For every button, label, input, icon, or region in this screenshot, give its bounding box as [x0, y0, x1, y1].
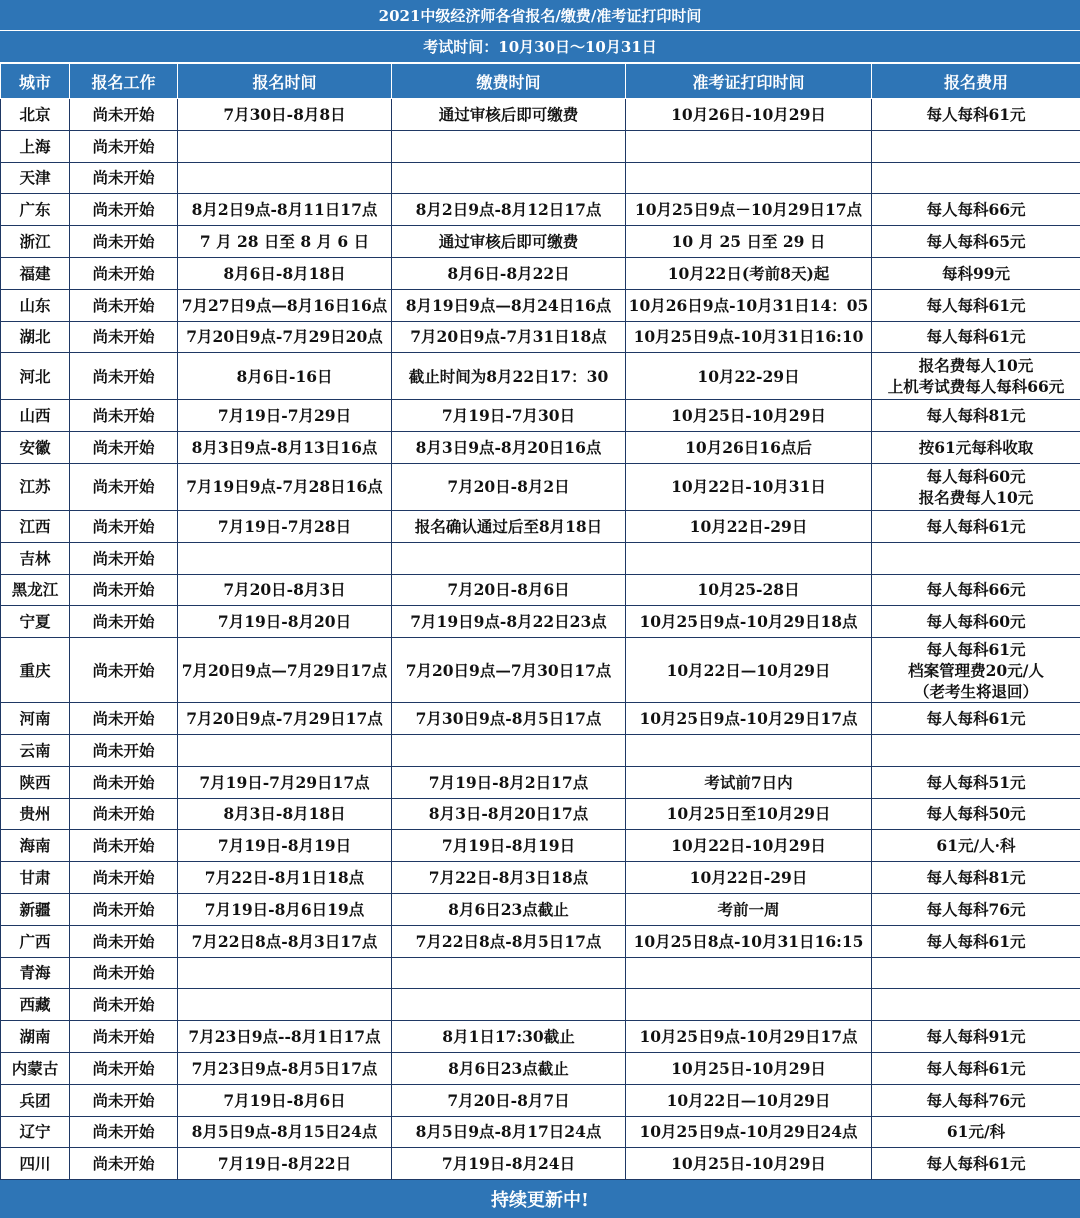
- fee-cell: [872, 130, 1080, 162]
- registration-time-cell: [178, 130, 392, 162]
- status-cell: 尚未开始: [70, 574, 178, 606]
- payment-time-cell: 7月19日9点-8月22日23点: [392, 606, 626, 638]
- table-row: [1, 162, 1080, 194]
- table-row: [1, 257, 1080, 289]
- city-cell: 辽宁: [1, 1116, 70, 1148]
- city-cell: 宁夏: [1, 606, 70, 638]
- admission-print-time-cell: 10月25-28日: [626, 574, 872, 606]
- registration-time-cell: [178, 542, 392, 574]
- fee-cell: 每人每科61元: [872, 1148, 1080, 1180]
- status-cell: 尚未开始: [70, 893, 178, 925]
- fee-cell: 每人每科81元: [872, 400, 1080, 432]
- city-cell: 安徽: [1, 432, 70, 464]
- status-cell: 尚未开始: [70, 321, 178, 353]
- table-row: [1, 893, 1080, 925]
- fee-cell: 61元/科: [872, 1116, 1080, 1148]
- status-cell: 尚未开始: [70, 1052, 178, 1084]
- admission-print-time-cell: 10月26日9点-10月31日14：05: [626, 289, 872, 321]
- payment-time-cell: 报名确认通过后至8月18日: [392, 510, 626, 542]
- fee-cell: 每人每科91元: [872, 1021, 1080, 1053]
- admission-print-time-cell: 10月22日—10月29日: [626, 638, 872, 703]
- table-row: [1, 130, 1080, 162]
- city-cell: 山东: [1, 289, 70, 321]
- city-cell: 贵州: [1, 798, 70, 830]
- status-cell: 尚未开始: [70, 638, 178, 703]
- payment-time-cell: 7月22日8点-8月5日17点: [392, 925, 626, 957]
- city-cell: 重庆: [1, 638, 70, 703]
- city-cell: 河南: [1, 703, 70, 735]
- registration-time-cell: 7月19日9点-7月28日16点: [178, 463, 392, 510]
- city-cell: 上海: [1, 130, 70, 162]
- payment-time-cell: 7月20日9点-7月31日18点: [392, 321, 626, 353]
- admission-print-time-cell: 10月22日(考前8天)起: [626, 257, 872, 289]
- registration-time-cell: 7月19日-7月29日: [178, 400, 392, 432]
- admission-print-time-cell: 10月25日9点-10月29日24点: [626, 1116, 872, 1148]
- table-body: [1, 99, 1080, 1180]
- fee-cell: 每人每科76元: [872, 893, 1080, 925]
- header-city: 城市: [1, 64, 70, 99]
- fee-cell: 按61元每科收取: [872, 432, 1080, 464]
- city-cell: 河北: [1, 353, 70, 400]
- payment-time-cell: [392, 162, 626, 194]
- status-cell: 尚未开始: [70, 463, 178, 510]
- fee-cell: 每人每科61元 档案管理费20元/人 （老考生将退回）: [872, 638, 1080, 703]
- table-row: [1, 606, 1080, 638]
- table-row: [1, 463, 1080, 510]
- city-cell: 新疆: [1, 893, 70, 925]
- city-cell: 西藏: [1, 989, 70, 1021]
- payment-time-cell: 8月1日17:30截止: [392, 1021, 626, 1053]
- fee-cell: [872, 989, 1080, 1021]
- status-cell: 尚未开始: [70, 703, 178, 735]
- admission-print-time-cell: 10月22日-10月29日: [626, 830, 872, 862]
- city-cell: 甘肃: [1, 862, 70, 894]
- payment-time-cell: 通过审核后即可缴费: [392, 99, 626, 131]
- admission-print-time-cell: 考前一周: [626, 893, 872, 925]
- fee-cell: 每人每科81元: [872, 862, 1080, 894]
- table-row: [1, 830, 1080, 862]
- city-cell: 广东: [1, 194, 70, 226]
- admission-print-time-cell: [626, 989, 872, 1021]
- registration-time-cell: 7月20日9点-7月29日20点: [178, 321, 392, 353]
- payment-time-cell: 7月20日9点—7月30日17点: [392, 638, 626, 703]
- fee-cell: 每人每科61元: [872, 925, 1080, 957]
- registration-time-cell: 7月19日-7月28日: [178, 510, 392, 542]
- status-cell: 尚未开始: [70, 830, 178, 862]
- registration-time-cell: [178, 989, 392, 1021]
- fee-cell: 每人每科61元: [872, 1052, 1080, 1084]
- admission-print-time-cell: 10月25日9点-10月29日17点: [626, 703, 872, 735]
- status-cell: 尚未开始: [70, 289, 178, 321]
- registration-time-cell: 7月19日-7月29日17点: [178, 766, 392, 798]
- payment-time-cell: 8月6日23点截止: [392, 1052, 626, 1084]
- fee-cell: 每人每科66元: [872, 194, 1080, 226]
- registration-time-cell: 7月20日9点—7月29日17点: [178, 638, 392, 703]
- admission-print-time-cell: 10月25日-10月29日: [626, 400, 872, 432]
- city-cell: 江西: [1, 510, 70, 542]
- registration-time-cell: 8月6日-8月18日: [178, 257, 392, 289]
- registration-time-cell: 7月19日-8月22日: [178, 1148, 392, 1180]
- registration-time-cell: 8月5日9点-8月15日24点: [178, 1116, 392, 1148]
- table-row: [1, 798, 1080, 830]
- admission-print-time-cell: 10月25日9点-10月31日16:10: [626, 321, 872, 353]
- registration-time-cell: 7月20日-8月3日: [178, 574, 392, 606]
- table-row: [1, 542, 1080, 574]
- status-cell: 尚未开始: [70, 130, 178, 162]
- header-admission-print-time: 准考证打印时间: [626, 64, 872, 99]
- payment-time-cell: 7月19日-7月30日: [392, 400, 626, 432]
- status-cell: 尚未开始: [70, 766, 178, 798]
- payment-time-cell: 8月2日9点-8月12日17点: [392, 194, 626, 226]
- admission-print-time-cell: 10月25日-10月29日: [626, 1148, 872, 1180]
- table-row: [1, 432, 1080, 464]
- status-cell: 尚未开始: [70, 257, 178, 289]
- table-row: [1, 574, 1080, 606]
- payment-time-cell: 7月20日-8月6日: [392, 574, 626, 606]
- payment-time-cell: 7月20日-8月7日: [392, 1084, 626, 1116]
- status-cell: 尚未开始: [70, 798, 178, 830]
- table-row: [1, 957, 1080, 989]
- registration-time-cell: 7月19日-8月20日: [178, 606, 392, 638]
- table-row: [1, 226, 1080, 258]
- fee-cell: 61元/人·科: [872, 830, 1080, 862]
- table-row: [1, 194, 1080, 226]
- registration-time-cell: 7月27日9点—8月16日16点: [178, 289, 392, 321]
- status-cell: 尚未开始: [70, 1116, 178, 1148]
- status-cell: 尚未开始: [70, 432, 178, 464]
- city-cell: 青海: [1, 957, 70, 989]
- admission-print-time-cell: 10月25日9点-10月29日18点: [626, 606, 872, 638]
- registration-time-cell: 8月6日-16日: [178, 353, 392, 400]
- admission-print-time-cell: 10月25日8点-10月31日16:15: [626, 925, 872, 957]
- city-cell: 吉林: [1, 542, 70, 574]
- admission-print-time-cell: 10月26日16点后: [626, 432, 872, 464]
- registration-time-cell: 7月23日9点--8月1日17点: [178, 1021, 392, 1053]
- fee-cell: 报名费每人10元 上机考试费每人每科66元: [872, 353, 1080, 400]
- fee-cell: 每人每科61元: [872, 703, 1080, 735]
- admission-print-time-cell: [626, 130, 872, 162]
- table-row: [1, 638, 1080, 703]
- payment-time-cell: 7月20日-8月2日: [392, 463, 626, 510]
- exam-date-subtitle: 考试时间：10月30日～10月31日: [0, 31, 1080, 63]
- table-row: [1, 989, 1080, 1021]
- fee-cell: [872, 542, 1080, 574]
- payment-time-cell: 7月22日-8月3日18点: [392, 862, 626, 894]
- registration-time-cell: 8月3日-8月18日: [178, 798, 392, 830]
- status-cell: 尚未开始: [70, 400, 178, 432]
- payment-time-cell: 7月19日-8月2日17点: [392, 766, 626, 798]
- table-row: [1, 703, 1080, 735]
- admission-print-time-cell: [626, 957, 872, 989]
- table-row: [1, 99, 1080, 131]
- admission-print-time-cell: 10月22日-29日: [626, 510, 872, 542]
- admission-print-time-cell: 10月22日—10月29日: [626, 1084, 872, 1116]
- footer-updating-note: 持续更新中!: [0, 1180, 1080, 1218]
- status-cell: 尚未开始: [70, 99, 178, 131]
- payment-time-cell: 8月6日-8月22日: [392, 257, 626, 289]
- payment-time-cell: 通过审核后即可缴费: [392, 226, 626, 258]
- status-cell: 尚未开始: [70, 542, 178, 574]
- city-cell: 山西: [1, 400, 70, 432]
- fee-cell: [872, 162, 1080, 194]
- admission-print-time-cell: 10月22日-10月31日: [626, 463, 872, 510]
- fee-cell: 每人每科61元: [872, 321, 1080, 353]
- city-cell: 内蒙古: [1, 1052, 70, 1084]
- payment-time-cell: [392, 957, 626, 989]
- admission-print-time-cell: 10月22-29日: [626, 353, 872, 400]
- registration-time-cell: 7月22日-8月1日18点: [178, 862, 392, 894]
- admission-print-time-cell: [626, 542, 872, 574]
- registration-time-cell: 8月3日9点-8月13日16点: [178, 432, 392, 464]
- payment-time-cell: 7月19日-8月19日: [392, 830, 626, 862]
- admission-print-time-cell: 10月26日-10月29日: [626, 99, 872, 131]
- payment-time-cell: [392, 542, 626, 574]
- table-row: [1, 925, 1080, 957]
- table-row: [1, 1148, 1080, 1180]
- payment-time-cell: 7月19日-8月24日: [392, 1148, 626, 1180]
- payment-time-cell: 8月3日-8月20日17点: [392, 798, 626, 830]
- status-cell: 尚未开始: [70, 862, 178, 894]
- admission-print-time-cell: [626, 162, 872, 194]
- status-cell: 尚未开始: [70, 1084, 178, 1116]
- fee-cell: 每人每科76元: [872, 1084, 1080, 1116]
- header-registration-status: 报名工作: [70, 64, 178, 99]
- city-cell: 浙江: [1, 226, 70, 258]
- fee-cell: [872, 734, 1080, 766]
- payment-time-cell: 截止时间为8月22日17：30: [392, 353, 626, 400]
- table-row: [1, 1052, 1080, 1084]
- fee-cell: 每人每科61元: [872, 510, 1080, 542]
- header-registration-time: 报名时间: [178, 64, 392, 99]
- status-cell: 尚未开始: [70, 606, 178, 638]
- city-cell: 四川: [1, 1148, 70, 1180]
- registration-time-cell: 7月19日-8月19日: [178, 830, 392, 862]
- header-payment-time: 缴费时间: [392, 64, 626, 99]
- payment-time-cell: [392, 734, 626, 766]
- status-cell: 尚未开始: [70, 1021, 178, 1053]
- city-cell: 北京: [1, 99, 70, 131]
- payment-time-cell: [392, 989, 626, 1021]
- city-cell: 陕西: [1, 766, 70, 798]
- table-row: [1, 1084, 1080, 1116]
- fee-cell: 每人每科65元: [872, 226, 1080, 258]
- schedule-table: [0, 63, 1080, 1180]
- status-cell: 尚未开始: [70, 989, 178, 1021]
- city-cell: 广西: [1, 925, 70, 957]
- status-cell: 尚未开始: [70, 226, 178, 258]
- fee-cell: 每人每科60元: [872, 606, 1080, 638]
- city-cell: 江苏: [1, 463, 70, 510]
- payment-time-cell: 8月19日9点—8月24日16点: [392, 289, 626, 321]
- registration-time-cell: 7 月 28 日至 8 月 6 日: [178, 226, 392, 258]
- admission-print-time-cell: 10月25日9点－10月29日17点: [626, 194, 872, 226]
- registration-time-cell: 7月20日9点-7月29日17点: [178, 703, 392, 735]
- city-cell: 天津: [1, 162, 70, 194]
- admission-print-time-cell: [626, 734, 872, 766]
- page-title: 2021中级经济师各省报名/缴费/准考证打印时间: [0, 0, 1080, 31]
- header-fee: 报名费用: [872, 64, 1080, 99]
- city-cell: 云南: [1, 734, 70, 766]
- fee-cell: 每人每科60元 报名费每人10元: [872, 463, 1080, 510]
- payment-time-cell: 7月30日9点-8月5日17点: [392, 703, 626, 735]
- admission-print-time-cell: 考试前7日内: [626, 766, 872, 798]
- status-cell: 尚未开始: [70, 957, 178, 989]
- table-row: [1, 289, 1080, 321]
- status-cell: 尚未开始: [70, 194, 178, 226]
- city-cell: 海南: [1, 830, 70, 862]
- table-header-row: [1, 64, 1080, 99]
- city-cell: 福建: [1, 257, 70, 289]
- registration-time-cell: 7月19日-8月6日: [178, 1084, 392, 1116]
- table-row: [1, 510, 1080, 542]
- city-cell: 兵团: [1, 1084, 70, 1116]
- registration-time-cell: 7月22日8点-8月3日17点: [178, 925, 392, 957]
- status-cell: 尚未开始: [70, 353, 178, 400]
- table-row: [1, 862, 1080, 894]
- table-row: [1, 1021, 1080, 1053]
- city-cell: 湖南: [1, 1021, 70, 1053]
- registration-time-cell: [178, 734, 392, 766]
- payment-time-cell: 8月3日9点-8月20日16点: [392, 432, 626, 464]
- admission-print-time-cell: 10月25日-10月29日: [626, 1052, 872, 1084]
- registration-time-cell: [178, 162, 392, 194]
- table-row: [1, 353, 1080, 400]
- admission-print-time-cell: 10 月 25 日至 29 日: [626, 226, 872, 258]
- registration-time-cell: 7月30日-8月8日: [178, 99, 392, 131]
- fee-cell: [872, 957, 1080, 989]
- admission-print-time-cell: 10月25日9点-10月29日17点: [626, 1021, 872, 1053]
- registration-time-cell: 7月19日-8月6日19点: [178, 893, 392, 925]
- fee-cell: 每人每科51元: [872, 766, 1080, 798]
- admission-print-time-cell: 10月22日-29日: [626, 862, 872, 894]
- fee-cell: 每科99元: [872, 257, 1080, 289]
- table-row: [1, 734, 1080, 766]
- table-row: [1, 321, 1080, 353]
- registration-time-cell: 7月23日9点-8月5日17点: [178, 1052, 392, 1084]
- registration-time-cell: 8月2日9点-8月11日17点: [178, 194, 392, 226]
- fee-cell: 每人每科66元: [872, 574, 1080, 606]
- payment-time-cell: 8月6日23点截止: [392, 893, 626, 925]
- status-cell: 尚未开始: [70, 734, 178, 766]
- status-cell: 尚未开始: [70, 162, 178, 194]
- city-cell: 湖北: [1, 321, 70, 353]
- status-cell: 尚未开始: [70, 1148, 178, 1180]
- admission-print-time-cell: 10月25日至10月29日: [626, 798, 872, 830]
- status-cell: 尚未开始: [70, 510, 178, 542]
- registration-time-cell: [178, 957, 392, 989]
- table-row: [1, 766, 1080, 798]
- fee-cell: 每人每科61元: [872, 99, 1080, 131]
- table-row: [1, 1116, 1080, 1148]
- status-cell: 尚未开始: [70, 925, 178, 957]
- payment-time-cell: [392, 130, 626, 162]
- city-cell: 黑龙江: [1, 574, 70, 606]
- payment-time-cell: 8月5日9点-8月17日24点: [392, 1116, 626, 1148]
- fee-cell: 每人每科61元: [872, 289, 1080, 321]
- table-row: [1, 400, 1080, 432]
- fee-cell: 每人每科50元: [872, 798, 1080, 830]
